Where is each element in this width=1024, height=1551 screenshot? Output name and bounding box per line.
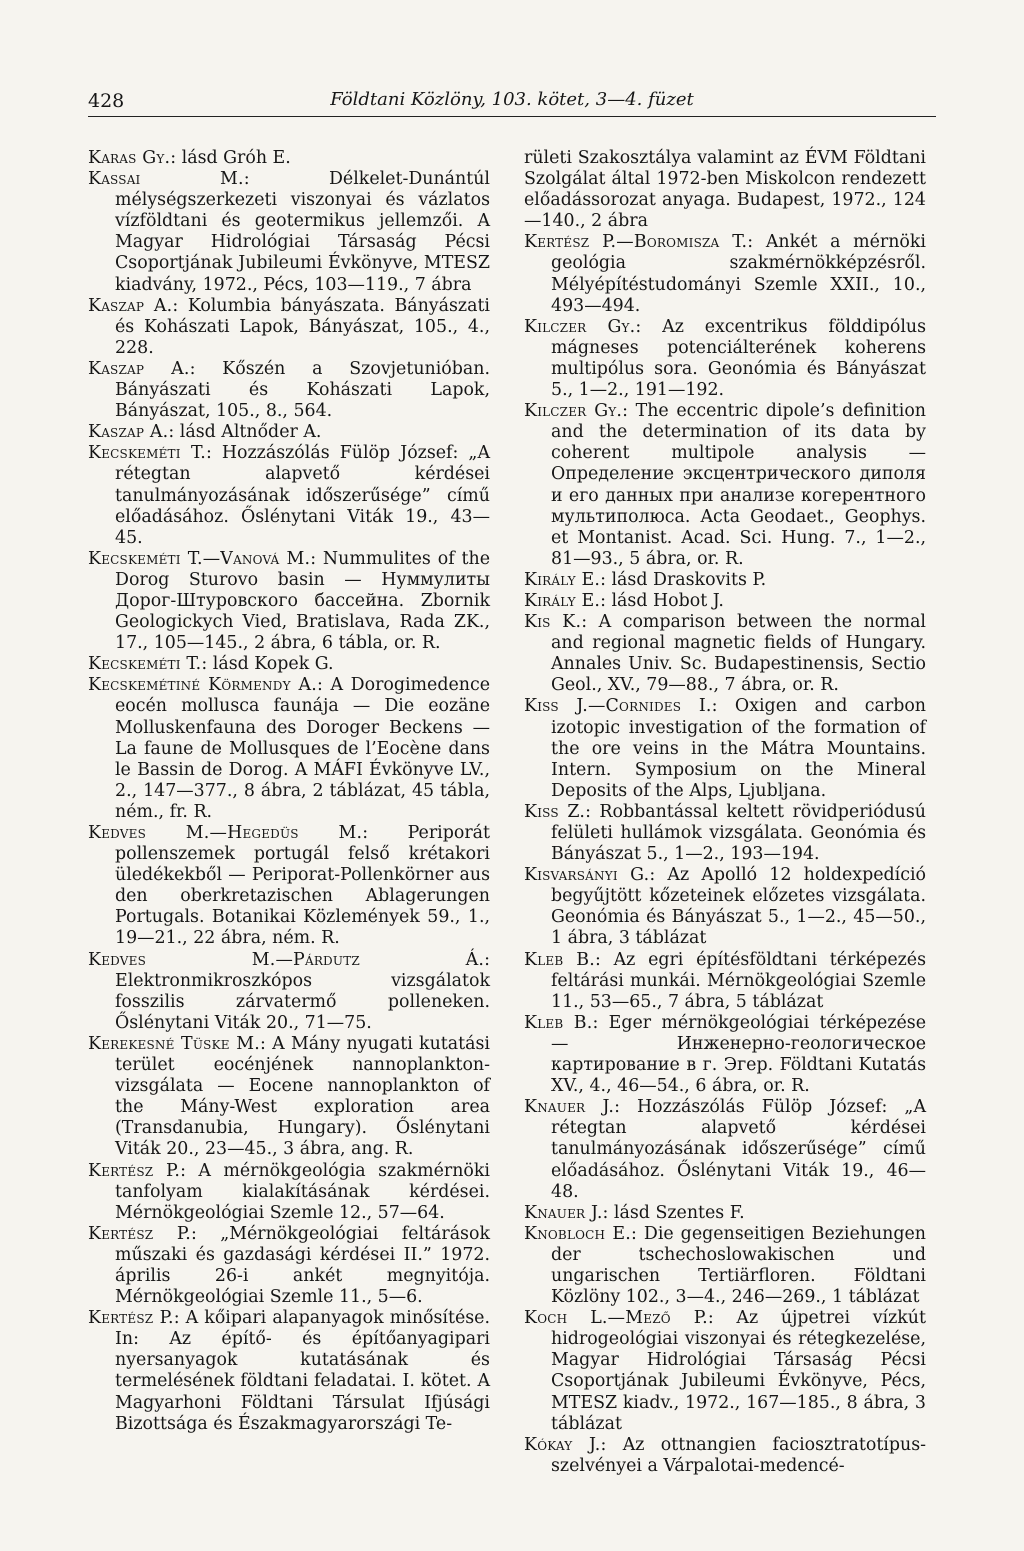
entry-author: Kecskeméti T.—Vanová M. [88,548,311,569]
entry-author: Kassai M. [88,169,244,190]
right-column [524,148,926,1477]
entry-text: : Eger mérnökgeológiai térképezése — Инженерно-геологическое картирование в г. Эгер. Földtani Kutatás XV., 4., 46—54., 6 ábra, or. R. [551,1012,927,1097]
bibliography-entry [524,950,926,1013]
entry-author: Kedves M.—Hegedüs M. [88,823,363,843]
entry-author: Kecskeméti T. [88,443,206,464]
entry-author: Király E. [524,569,601,590]
entry-text: : A Mány nyugati kutatási terület eocénjének nannoplankton-vizsgálata — Eocene nannoplankton of the Mány-West exploration area (Transdanubia, Hungary). Őslénytani Viták 20., 23—45., 3 ábra, ang. R. [115,1033,490,1160]
bibliography-entry [524,802,926,865]
entry-author: Kleb B. [524,1012,593,1033]
entry-text: : Délkelet-Dunántúl mélységszerkezeti viszonyai és vázlatos vízföldtani és geotermikus jellemzői. A Magyar Hidrológiai Társaság Pécsi Csoportjának Jubileumi Évkönyve, MTESZ kiadvány, 1972., Pécs, 103—119., 7 ábra [115,169,490,295]
bibliography-entry [88,1161,490,1224]
entry-text: : A kőipari alapanyagok minősítése. In: Az építő- és építőanyagipari nyersanyagok kutatásának és termelésének földtani feladatai. I. kötet. A Magyarhoni Földtani Társulat Ifjúsági Bizottsága és Északmagyarországi Te- [115,1308,490,1434]
entry-text: : Az újpetrei vízkút hidrogeológiai viszonyai és rétegkezelése, Magyar Hidrológiai Társaság Pécsi Csoportjának Jubileumi Évkönyve, Pécs, MTESZ kiadv., 1972., 167—185., 8 ábra, 3 táblázat [551,1308,926,1434]
entry-author: Kecskemétiné Körmendy A. [88,675,318,696]
bibliography-entry [88,296,490,359]
entry-author: Kaszap A. [88,422,169,443]
entry-text: : Az ottnangien faciosztratotípus-szelvényei a Várpalotai-medencé- [551,1434,927,1476]
bibliography-entry [524,865,926,949]
bibliography-entry [88,1034,490,1161]
entry-text: : Ankét a mérnöki geológia szakmérnökképzésről. Mélyépítéstudományi Szemle XXII., 10., 493—494. [551,232,926,316]
entry-text: : „Mérnökgeológiai feltárások műszaki és gazdasági kérdései II.” 1972. április 26-i ankét megnyitója. Mérnökgeológiai Szemle 11., 5—6. [115,1223,490,1308]
entry-author: Kaszap A. [88,295,173,316]
bibliography-entry [88,169,490,296]
bibliography-entry [524,1224,926,1308]
entry-author: Kertész P. [88,1223,191,1244]
entry-author: Kaszap A. [88,358,190,379]
entry-author: Karas Gy. [88,148,171,168]
running-title: Földtani Közlöny, 103. kötet, 3—4. füzet [330,89,694,110]
bibliography-entry [88,1308,490,1435]
entry-text: : lásd Hobot J. [600,590,724,611]
bibliography-entry [88,359,490,422]
entry-author: Kisvarsányi G. [524,865,650,886]
bibliography-entry [524,1435,926,1477]
entry-text: : lásd Szentes F. [602,1202,745,1223]
bibliography-entry [88,422,490,443]
bibliography-entry [524,317,926,401]
entry-text: : Hozzászólás Fülöp József: „A rétegtan alapvető kérdései tanulmányozásának időszerűsége” című előadásához. Őslénytani Viták 19., 43—45. [115,443,491,548]
entry-text: : Die gegenseitigen Beziehungen der tschechoslowakischen und ungarischen Tertiärfloren. Földtani Közlöny 102., 3—4., 246—269., 1 táblázat [551,1223,926,1308]
entry-text: : Kőszén a Szovjetunióban. Bányászati és Kohászati Lapok, Bányászat, 105., 8., 564. [115,358,490,422]
entry-text: : Robbantással keltett rövidperiódusú felületi hullámok vizsgálata. Geonómia és Bányászat 5., 1—2., 193—194. [551,801,926,865]
entry-text: : lásd Draskovits P. [600,569,767,590]
bibliography-entry [524,612,926,696]
entry-author: Kertész P. [88,1160,181,1181]
entry-author: Király E. [524,590,601,611]
entry-author: Knauer J. [524,1097,615,1118]
entry-author: Knauer J. [524,1202,603,1223]
entry-author: Kiss J.—Cornides I. [524,696,712,717]
entry-author: Kilczer Gy. [524,316,636,337]
entry-text: : lásd Gróh E. [170,148,291,168]
bibliography-entry [524,1308,926,1435]
entry-author: Kiss Z. [524,801,586,822]
entry-text: : lásd Kopek G. [201,654,334,675]
entry-author: Kerekesné Tüske M. [88,1033,260,1054]
entry-text: : Periporát pollenszemek portugál felső krétakori üledékekből — Periporat-Pollenkörner aus den oberkretazischen Ablagerungen Portugals. Botanikai Közlemények 59., 1., 19—21., 22 ábra, ném. R. [115,823,490,949]
bibliography-entry [524,696,926,801]
entry-text: : Nummulites of the Dorog Sturovo basin — Нуммулиты Дорог-Штуровского бассейна. Zbornik Geologickych Vied, Bratislava, Rada ZK., 17., 105—145., 2 ábra, 6 tábla, or. R. [115,548,490,654]
bibliography-entry [524,401,926,570]
bibliography-entry [524,1013,926,1097]
bibliography-entry [88,1224,490,1308]
entry-text: : Kolumbia bányászata. Bányászati és Kohászati Lapok, Bányászat, 105., 4., 228. [115,295,490,358]
bibliography-entry [88,443,490,548]
entry-text: : Az excentrikus földdipólus mágneses potenciálterének koherens multipólus sora. Geonómia és Bányászat 5., 1—2., 191—192. [551,316,927,401]
entry-author: Kilczer Gy. [524,401,623,422]
entry-author: Knobloch E. [524,1223,632,1244]
page-number: 428 [88,90,125,112]
entry-text: : Az egri építésföldtani térképezés feltárási munkái. Mérnökgeológiai Szemle 11., 53—65., 7 ábra, 5 táblázat [551,949,926,1012]
entry-text: : A Dorogimedence eocén mollusca faunája — Die eozäne Molluskenfauna des Doroger Beckens — La faune de Mollusques de l’Eocène dans le Bassin de Dorog. A MÁFI Évkönyve LV., 2., 147—377., 8 ábra, 2 táblázat, 45 tábla, ném., fr. R. [115,675,490,822]
entry-author: Kókay J. [524,1434,601,1455]
entry-text: : Hozzászólás Fülöp József: „A rétegtan alapvető kérdései tanulmányozásának időszerűsége” című előadásához. Őslénytani Viták 19., 46—48. [551,1097,927,1202]
entry-text: : Elektronmikroszkópos vizsgálatok fosszilis zárvatermő polleneken. Őslénytani Viták 20., 71—75. [115,949,490,1033]
bibliography-entry [88,823,490,950]
entry-text: : A mérnökgeológia szakmérnöki tanfolyam kialakításának kérdései. Mérnökgeológiai Szemle 12., 57—64. [115,1160,490,1223]
page-header [88,86,936,117]
entry-text: : A comparison between the normal and regional magnetic fields of Hungary. Annales Univ. Sc. Budapestinensis, Sectio Geol., XV., 79—88., 7 ábra, or. R. [551,612,926,696]
entry-text: : Az Apolló 12 holdexpedíció begyűjtött kőzeteinek előzetes vizsgálata. Geonómia és Bányászat 5., 1—2., 45—50., 1 ábra, 3 táblázat [551,865,926,949]
entry-text: : Oxigen and carbon izotopic investigation of the formation of the ore veins in the Mátra Mountains. Intern. Symposium on the Mineral Deposits of the Alps, Ljubljana. [551,696,927,801]
left-column [88,148,490,1435]
entry-author: Koch L.—Mező P. [524,1308,708,1329]
entry-author: Kis K. [524,612,582,633]
bibliography-entry [88,675,490,823]
bibliography-entry [88,148,490,169]
entry-author: Kertész P. [88,1308,174,1329]
bibliography-entry [524,1203,926,1224]
entry-text: : lásd Altnőder A. [168,422,322,443]
bibliography-entry [524,591,926,612]
bibliography-entry [88,950,490,1034]
entry-author: Kertész P.—Boromisza T. [524,232,748,253]
entry-author: Kleb B. [524,949,595,970]
bibliography-entry [88,654,490,675]
entry-text: rületi Szakosztálya valamint az ÉVM Földtani Szolgálat által 1972-ben Miskolcon rendezett előadássorozat anyaga. Budapest, 1972., 124—140., 2 ábra [524,148,926,232]
bibliography-entry [88,549,490,654]
bibliography-entry [524,232,926,316]
bibliography-entry [524,570,926,591]
bibliography-entry [524,148,926,232]
bibliography-entry [524,1097,926,1202]
entry-text: : The eccentric dipole’s definition and the determination of its data by coherent multipole analysis — Определение эксцентрического диполя и его данных при анализе когерентного мультиполюса. Acta Geodaet., Geophys. et Montanist. Acad. Sci. Hung. 7., 1—2., 81—93., 5 ábra, or. R. [551,401,926,569]
entry-author: Kedves M.—Párdutz Á. [88,949,485,970]
entry-author: Kecskeméti T. [88,654,202,675]
